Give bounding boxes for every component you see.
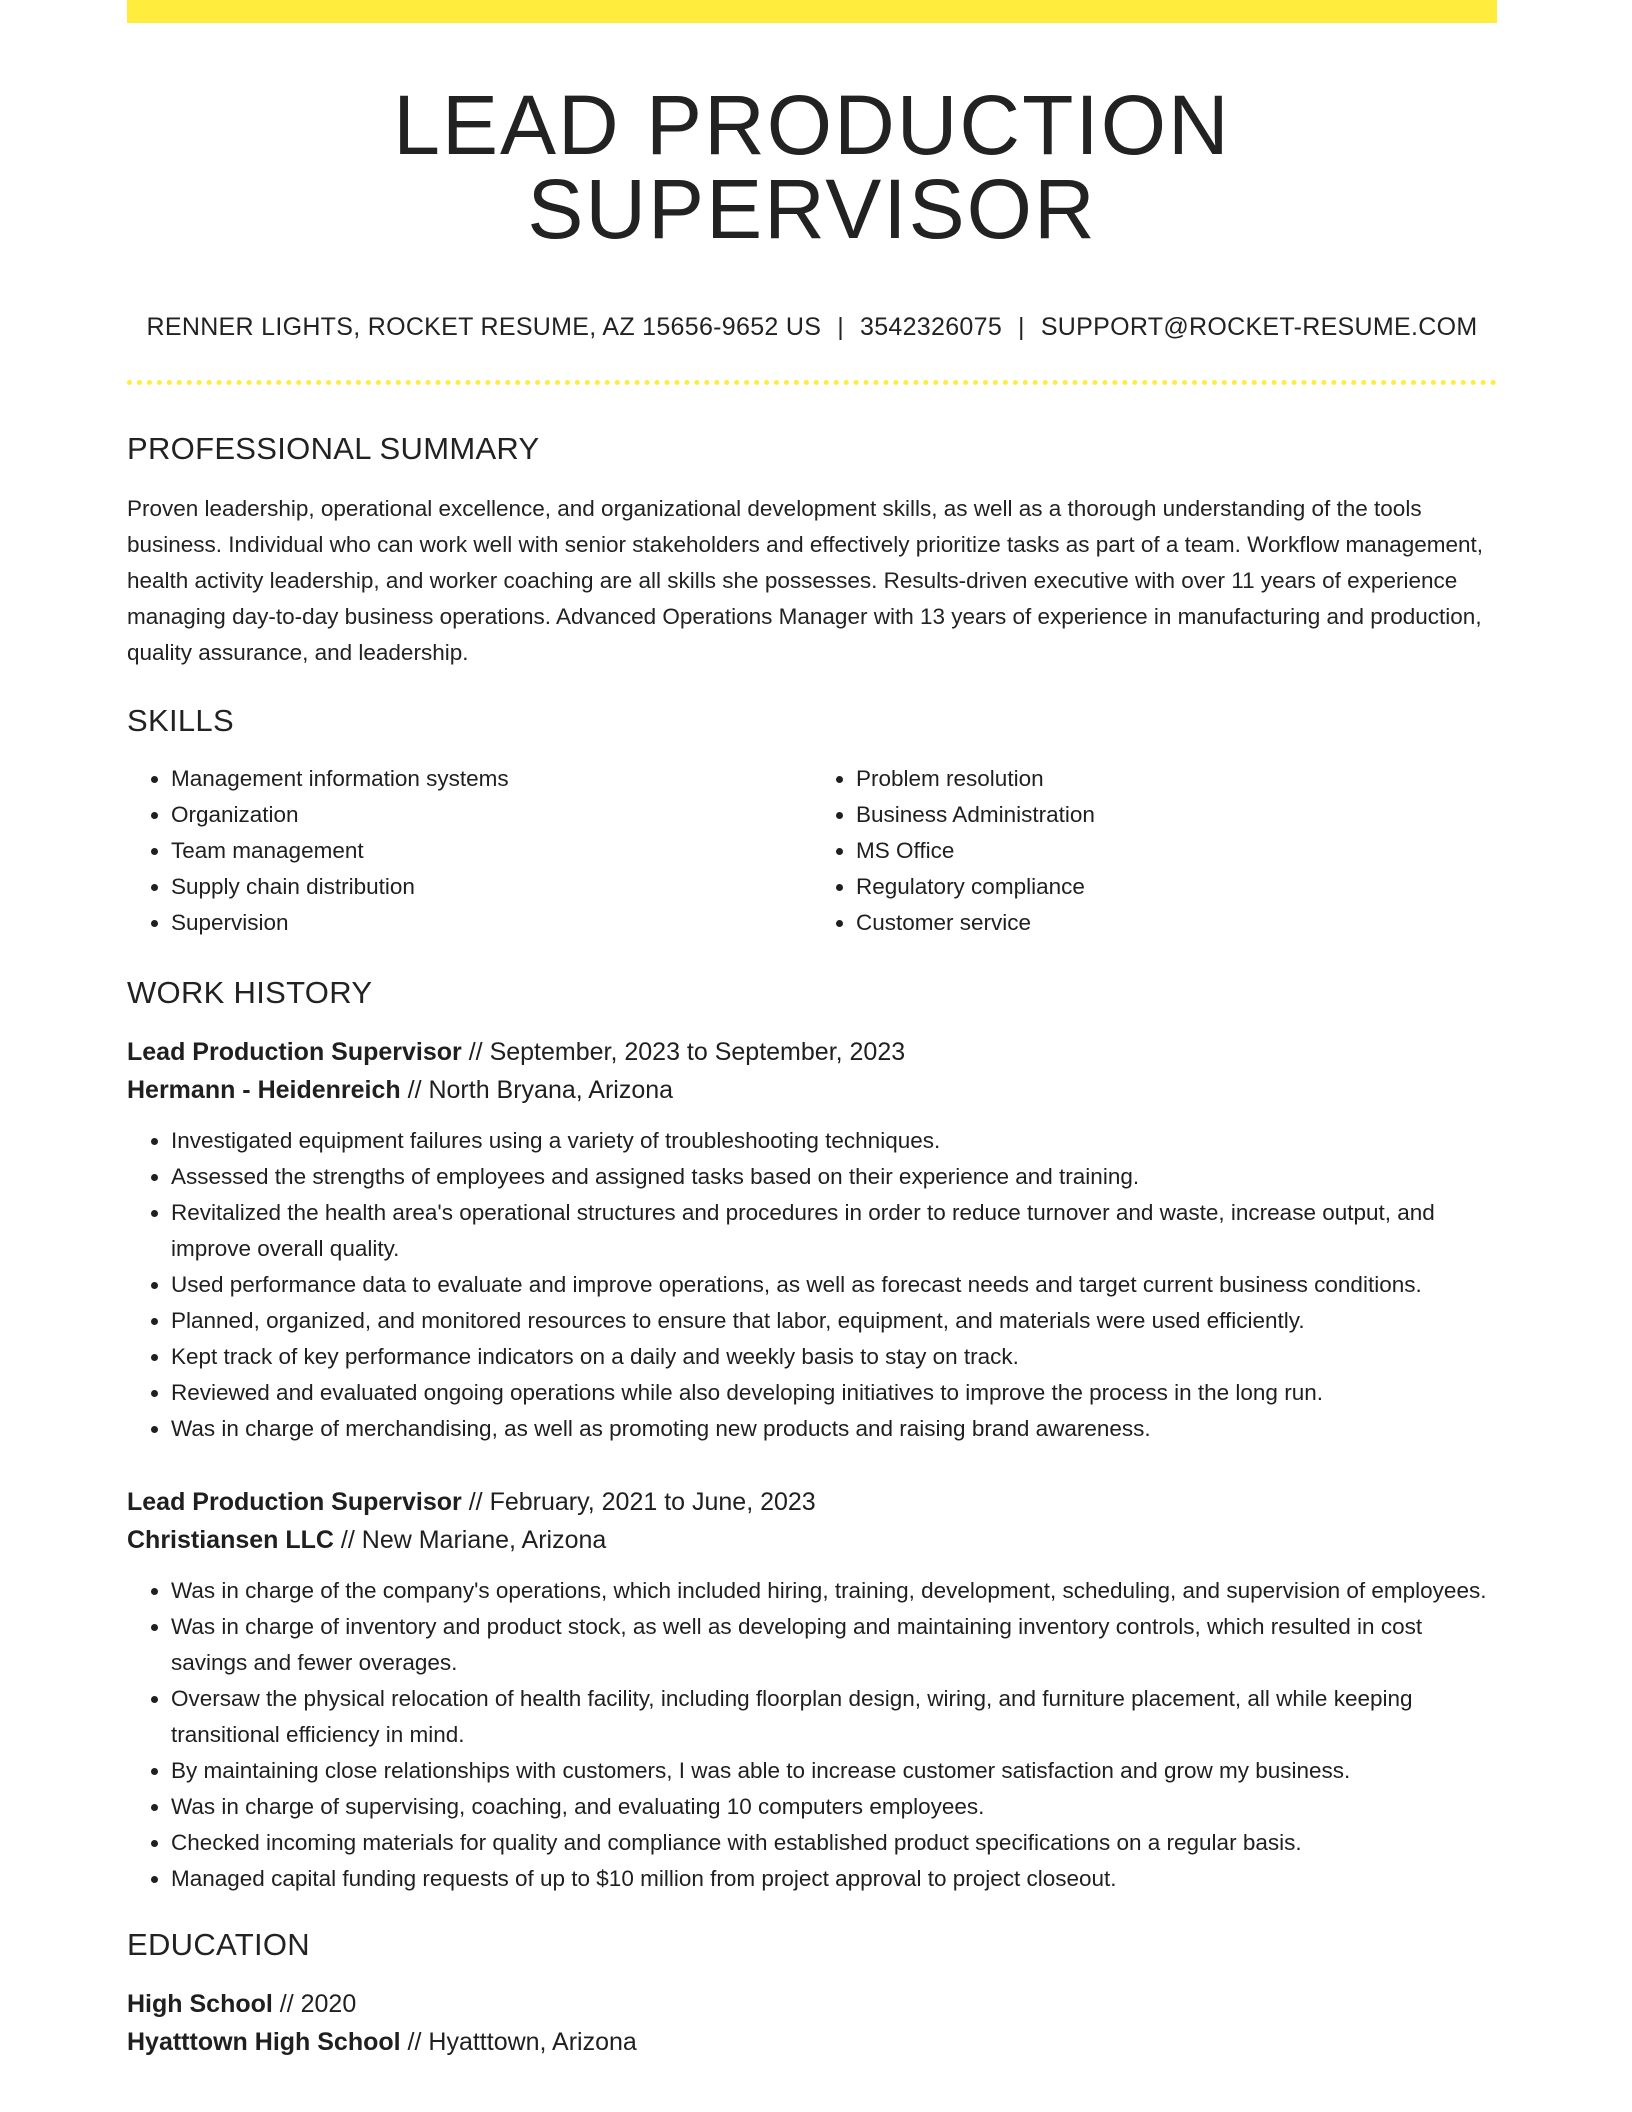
job-bullet: • Was in charge of supervising, coaching, and evaluating 10 computers employees. [171, 1789, 1497, 1825]
education-entry [127, 1985, 1497, 2061]
skill-item: • Team management [171, 833, 812, 869]
job-title: Lead Production Supervisor [127, 1038, 462, 1066]
contact-address: RENNER LIGHTS, ROCKET RESUME, AZ 15656-9652 US [146, 313, 822, 341]
skill-item: • MS Office [856, 833, 1497, 869]
job-bullets [127, 1123, 1497, 1447]
job-bullet: • Planned, organized, and monitored resources to ensure that labor, equipment, and materials were used efficiently. [171, 1303, 1497, 1339]
skill-item: • Organization [171, 797, 812, 833]
job-company-line [127, 1521, 1497, 1559]
summary-heading: PROFESSIONAL SUMMARY [127, 431, 540, 466]
skills-list [127, 761, 1497, 941]
skills-heading: SKILLS [127, 703, 234, 738]
summary-text: Proven leadership, operational excellence, and organizational development skills, as well as a thorough understanding of the tools business. Individual who can work well with senior stakeholders and effectively prioritize tasks as part of a team. Workflow management, health activity leadership, and worker coaching are all skills she possesses. Results-driven executive with over 11 years of experience managing day-to-day business operations. Advanced Operations Manager with 13 years of experience in manufacturing and production, quality assurance, and leadership. [127, 496, 1484, 665]
work-history-heading: WORK HISTORY [127, 975, 373, 1010]
skills-column-left [127, 761, 812, 941]
job-bullet: • Was in charge of the company's operations, which included hiring, training, development, scheduling, and supervision of employees. [171, 1573, 1497, 1609]
job-bullet: • Revitalized the health area's operational structures and procedures in order to reduce turnover and waste, increase output, and improve overall quality. [171, 1195, 1497, 1267]
education-degree: High School [127, 1990, 273, 2018]
job-entry [127, 1483, 1497, 1897]
candidate-title: LEAD PRODUCTION SUPERVISOR [393, 78, 1231, 256]
contact-separator: | [837, 313, 844, 341]
job-bullet: • Investigated equipment failures using a variety of troubleshooting techniques. [171, 1123, 1497, 1159]
skill-item: • Regulatory compliance [856, 869, 1497, 905]
job-company: Hermann - Heidenreich [127, 1076, 401, 1104]
skill-item: • Supply chain distribution [171, 869, 812, 905]
work-history-section [127, 975, 1497, 1897]
education-school-line [127, 2023, 1497, 2061]
job-bullet: • Oversaw the physical relocation of health facility, including floorplan design, wiring, and furniture placement, all while keeping transitional efficiency in mind. [171, 1681, 1497, 1753]
job-entry [127, 1033, 1497, 1447]
job-bullet: • Assessed the strengths of employees and assigned tasks based on their experience and training. [171, 1159, 1497, 1195]
top-accent-bar [127, 0, 1497, 23]
education-year: // 2020 [272, 1990, 357, 2018]
job-bullet: • Checked incoming materials for quality and compliance with established product specifications on a regular basis. [171, 1825, 1497, 1861]
job-bullets [127, 1573, 1497, 1897]
education-degree-line [127, 1985, 1497, 2023]
job-company-line [127, 1071, 1497, 1109]
header-divider [127, 380, 1497, 385]
skill-item: • Supervision [171, 905, 812, 941]
job-bullet: • Was in charge of inventory and product stock, as well as developing and maintaining inventory controls, which resulted in cost savings and fewer overages. [171, 1609, 1497, 1681]
education-school: Hyatttown High School [127, 2028, 401, 2056]
education-section [127, 1927, 1497, 2061]
skills-column-right [812, 761, 1497, 941]
summary-section [127, 431, 1497, 671]
contact-phone: 3542326075 [859, 313, 1003, 341]
job-bullet: • Used performance data to evaluate and improve operations, as well as forecast needs and target current business conditions. [171, 1267, 1497, 1303]
skill-item: • Problem resolution [856, 761, 1497, 797]
job-bullet: • Reviewed and evaluated ongoing operations while also developing initiatives to improve the process in the long run. [171, 1375, 1497, 1411]
job-bullet: • By maintaining close relationships with customers, I was able to increase customer satisfaction and grow my business. [171, 1753, 1497, 1789]
skill-item: • Customer service [856, 905, 1497, 941]
contact-line [127, 313, 1497, 342]
job-location: // North Bryana, Arizona [400, 1076, 674, 1104]
job-title-line [127, 1483, 1497, 1521]
skill-item: • Business Administration [856, 797, 1497, 833]
job-bullet: • Kept track of key performance indicators on a daily and weekly basis to stay on track. [171, 1339, 1497, 1375]
skills-section [127, 703, 1497, 941]
job-title-line [127, 1033, 1497, 1071]
job-company: Christiansen LLC [127, 1526, 334, 1554]
resume-page [127, 0, 1497, 2061]
education-location: // Hyatttown, Arizona [400, 2028, 637, 2056]
skill-item: • Management information systems [171, 761, 812, 797]
job-location: // New Mariane, Arizona [333, 1526, 607, 1554]
education-heading: EDUCATION [127, 1927, 310, 1962]
job-dates: // September, 2023 to September, 2023 [461, 1038, 906, 1066]
job-bullet: • Was in charge of merchandising, as well as promoting new products and raising brand awareness. [171, 1411, 1497, 1447]
contact-separator: | [1018, 313, 1025, 341]
job-title: Lead Production Supervisor [127, 1488, 462, 1516]
contact-email: SUPPORT@ROCKET-RESUME.COM [1040, 313, 1478, 341]
job-dates: // February, 2021 to June, 2023 [461, 1488, 816, 1516]
job-bullet: • Managed capital funding requests of up to $10 million from project approval to project closeout. [171, 1861, 1497, 1897]
